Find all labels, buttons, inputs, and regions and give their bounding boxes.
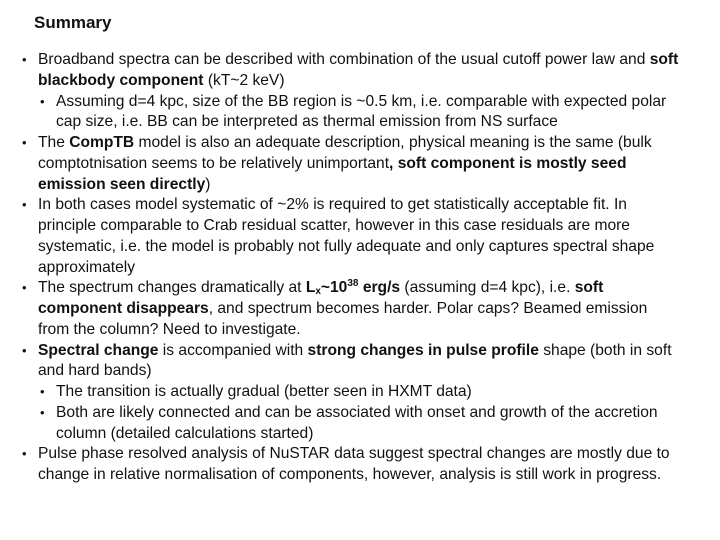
bullet-text-segment: erg/s: [358, 279, 401, 297]
bullet-text-segment: x: [315, 286, 321, 298]
bullet-marker-icon: •: [22, 446, 27, 462]
bullet-text-segment: ~10: [320, 279, 348, 297]
bullet-text-segment: L: [305, 279, 316, 297]
bullet-item: [20, 195, 680, 278]
bullet-text-segment: Broadband spectra can be described with combination of the usual cutoff power law and: [38, 51, 650, 68]
bullet-item: [20, 133, 680, 195]
bullet-marker-icon: •: [22, 197, 27, 213]
bullet-text-segment: model is also an adequate description, physical meaning is the same (bulk comptotnisation seems to be relatively unimportant: [38, 134, 652, 172]
bullet-marker-icon: •: [40, 93, 45, 109]
bullet-text-segment: , and spectrum becomes harder. Polar caps? Beamed emission from the column? Need to investigate.: [38, 300, 648, 338]
bullet-text-segment: ): [205, 175, 211, 193]
bullet-text-segment: (assuming d=4 kpc), i.e.: [400, 279, 575, 297]
sub-bullet-item: [20, 382, 680, 403]
bullet-text-segment: strong changes in pulse profile: [307, 341, 539, 359]
bullet-marker-icon: •: [22, 135, 27, 150]
bullet-text-segment: Pulse phase resolved analysis of NuSTAR data suggest spectral changes are mostly due to change in relative normalisation of components, however, analysis is still work in progress.: [38, 445, 670, 483]
bullet-marker-icon: •: [22, 280, 27, 296]
bullet-text-segment: Both are likely connected and can be associated with onset and growth of the accretion column (detailed calculations started): [56, 403, 658, 442]
bullet-text-segment: 38: [347, 278, 359, 290]
bullet-text-segment: The spectrum changes dramatically at: [38, 279, 306, 297]
sub-bullet-item: [20, 403, 680, 445]
bullet-item: [20, 278, 680, 340]
bullet-marker-icon: •: [22, 52, 27, 67]
bullet-text-segment: CompTB: [69, 134, 135, 151]
bullet-text-segment: (kT~2 keV): [203, 71, 285, 89]
bullet-text-segment: is accompanied with: [158, 341, 308, 359]
bullet-marker-icon: •: [40, 404, 45, 420]
bullet-text-segment: soft blackbody component: [38, 51, 679, 89]
bullet-item: [20, 50, 680, 92]
bullet-text-segment: The transition is actually gradual (better seen in HXMT data): [56, 383, 472, 400]
bullet-text-segment: Assuming d=4 kpc, size of the BB region is ~0.5 km, i.e. comparable with expected polar cap size, i.e. BB can be interpreted as thermal emission from NS surface: [56, 92, 667, 131]
bullet-text-segment: , soft component is mostly seed emission seen directly: [38, 154, 627, 193]
bullet-text-segment: Spectral change: [38, 341, 159, 359]
bullet-marker-icon: •: [22, 342, 27, 358]
slide-title: Summary: [34, 13, 112, 32]
bullet-item: [20, 341, 680, 383]
bullet-text-segment: shape (both in soft and hard bands): [38, 341, 672, 380]
sub-bullet-item: [20, 92, 680, 134]
bullet-text-segment: In both cases model systematic of ~2% is required to get statistically acceptable fit. In principle comparable to Crab residual scatter, however in this case residuals are more systematic, i.e. the model is probably not fully adequate and only captures spectral shape approximately: [38, 196, 655, 276]
bullet-list: [20, 50, 680, 486]
bullet-marker-icon: •: [40, 384, 45, 399]
bullet-text-segment: soft component disappears: [38, 279, 604, 317]
bullet-text-segment: The: [38, 134, 70, 151]
bullet-item: [20, 444, 680, 486]
